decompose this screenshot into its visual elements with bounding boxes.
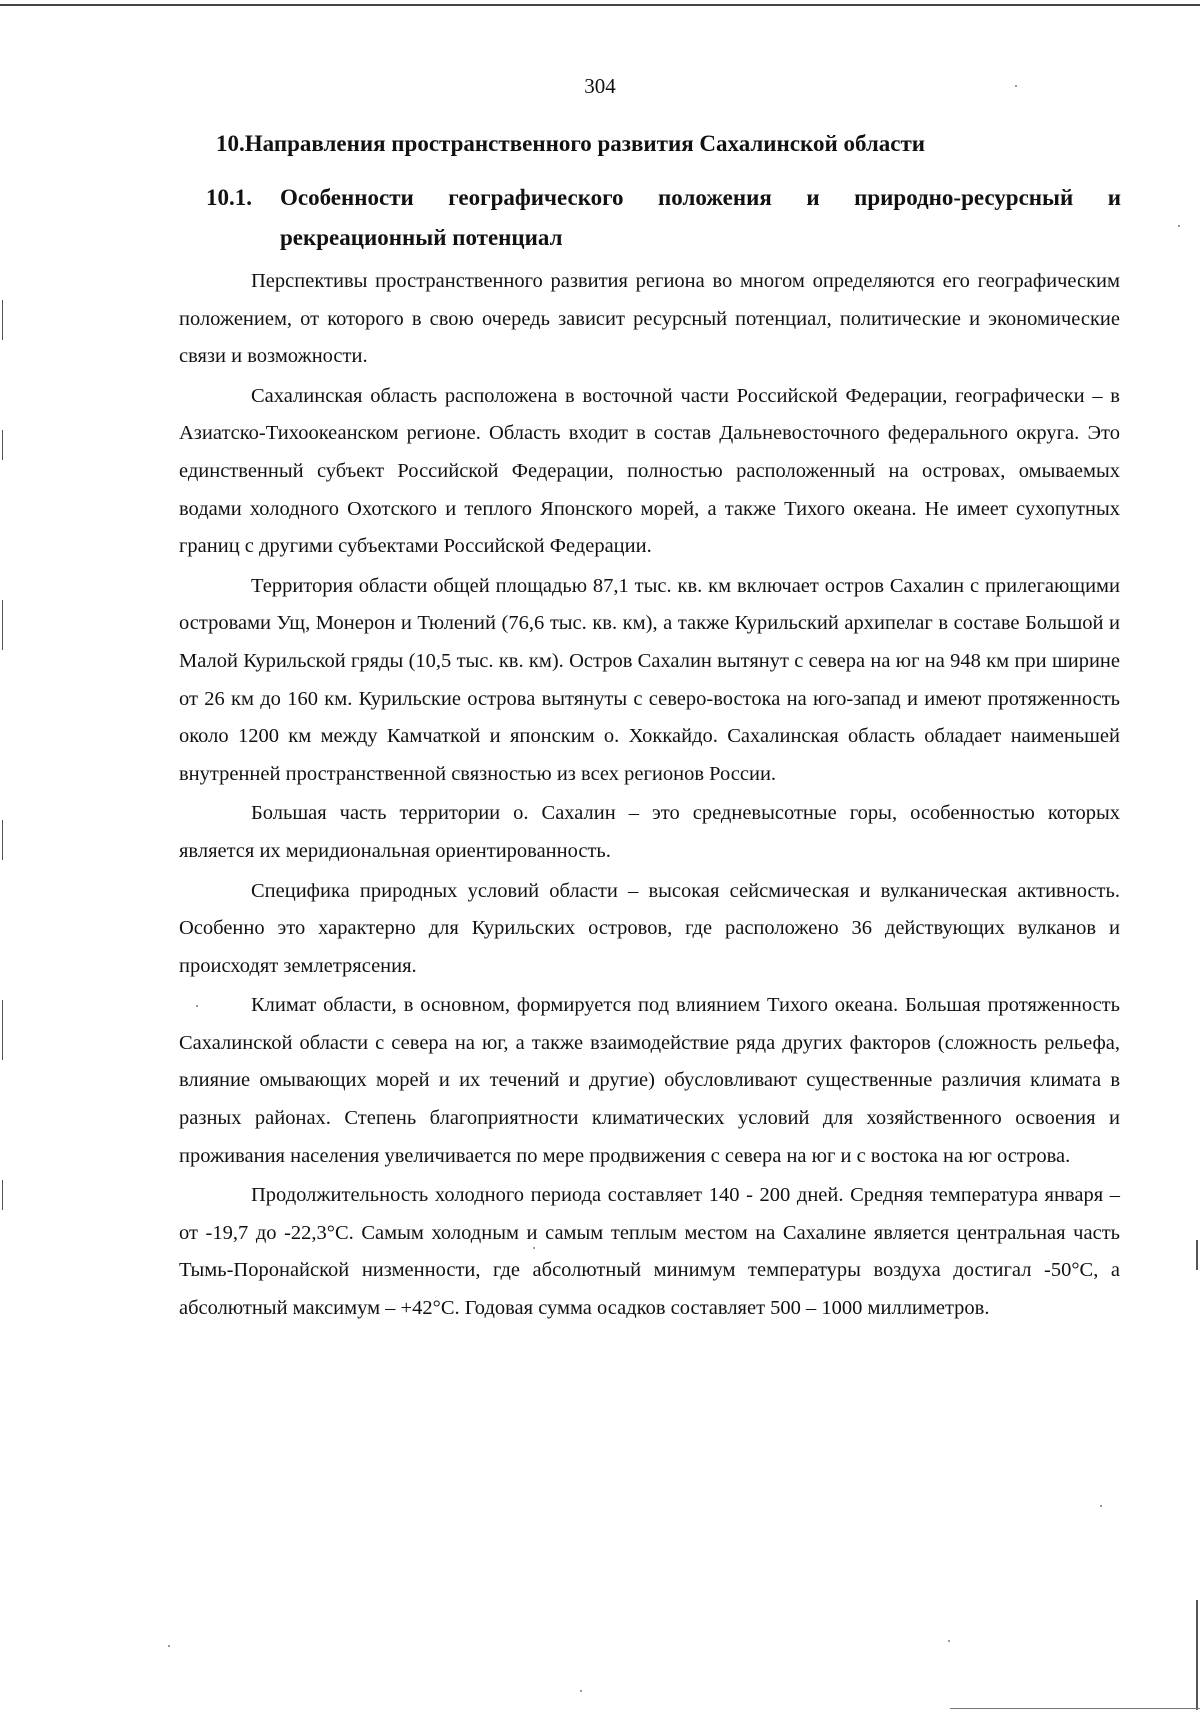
paragraph-cold-period: Продолжительность холодного периода составляет 140 - 200 дней. Средняя температура января – от -19,7 до -22,3°С. Самым холодным и самым теплым местом на Сахалине является центральная часть Тымь-Поронайской низменности, где абсолютный минимум температуры воздуха достигал -50°С, а абсолютный максимум – +42°С. Годовая сумма осадков составляет 500 – 1000 миллиметров. — [179, 1184, 1120, 1320]
paragraph-geographic-position: Перспективы пространственного развития региона во многом определяются его географическим положением, от которого в свою очередь зависит ресурсный потенциал, политические и экономические связи и возможности. — [179, 270, 1120, 368]
paragraph-climate: Климат области, в основном, формируется под влиянием Тихого океана. Большая протяженность Сахалинской области с севера на юг, а также взаимодействие ряда других факторов (сложность рельефа, влияние омывающих морей и их течений и другие) обусловливают существенные различия климата в разных районах. Степень благоприятности климатических условий для хозяйственного освоения и проживания населения увеличивается по мере продвижения с севера на юг и с востока на юг острова. — [179, 994, 1120, 1167]
paragraph-location: Сахалинская область расположена в восточной части Российской Федерации, географически – в Азиатско-Тихоокеанском регионе. Область входит в состав Дальневосточного федерального округа. Это единственный субъект Российской Федерации, полностью расположенный на островах, омываемых водами холодного Охотского и теплого Японского морей, а также Тихого океана. Не имеет сухопутных границ с другими субъектами Российской Федерации. — [179, 384, 1120, 558]
section-heading — [206, 178, 1121, 258]
page-number: 304 — [584, 74, 616, 98]
body-text — [179, 263, 1120, 1330]
top-scan-border — [0, 4, 1200, 6]
bottom-scan-border — [950, 1708, 1200, 1709]
section-number: 10.1. — [206, 185, 252, 210]
paragraph-relief: Большая часть территории о. Сахалин – это средневысотные горы, особенностью которых является их меридиональная ориентированность. — [179, 802, 1120, 862]
paragraph-territory: Территория области общей площадью 87,1 тыс. кв. км включает остров Сахалин с прилегающими островами Ущ, Монерон и Тюлений (76,6 тыс. кв. км), а также Курильский архипелаг в составе Большой и Малой Курильской гряды (10,5 тыс. кв. км). Остров Сахалин вытянут с севера на юг на 948 км при ширине от 26 км до 160 км. Курильские острова вытянуты с северо-востока на юго-запад и имеют протяженность около 1200 км между Камчаткой и японским о. Хоккайдо. Сахалинская область обладает наименьшей внутренней пространственной связностью из всех регионов России. — [179, 574, 1120, 785]
paragraph-natural-conditions: Специфика природных условий области – высокая сейсмическая и вулканическая активность. Особенно это характерно для Курильских островов, где расположено 36 действующих вулканов и происходят землетрясения. — [179, 879, 1120, 977]
section-title: Особенности географического положения и природно-ресурсный и рекреационный потенциал — [280, 185, 1121, 250]
chapter-title: 10.Направления пространственного развития Сахалинской области — [216, 131, 926, 156]
